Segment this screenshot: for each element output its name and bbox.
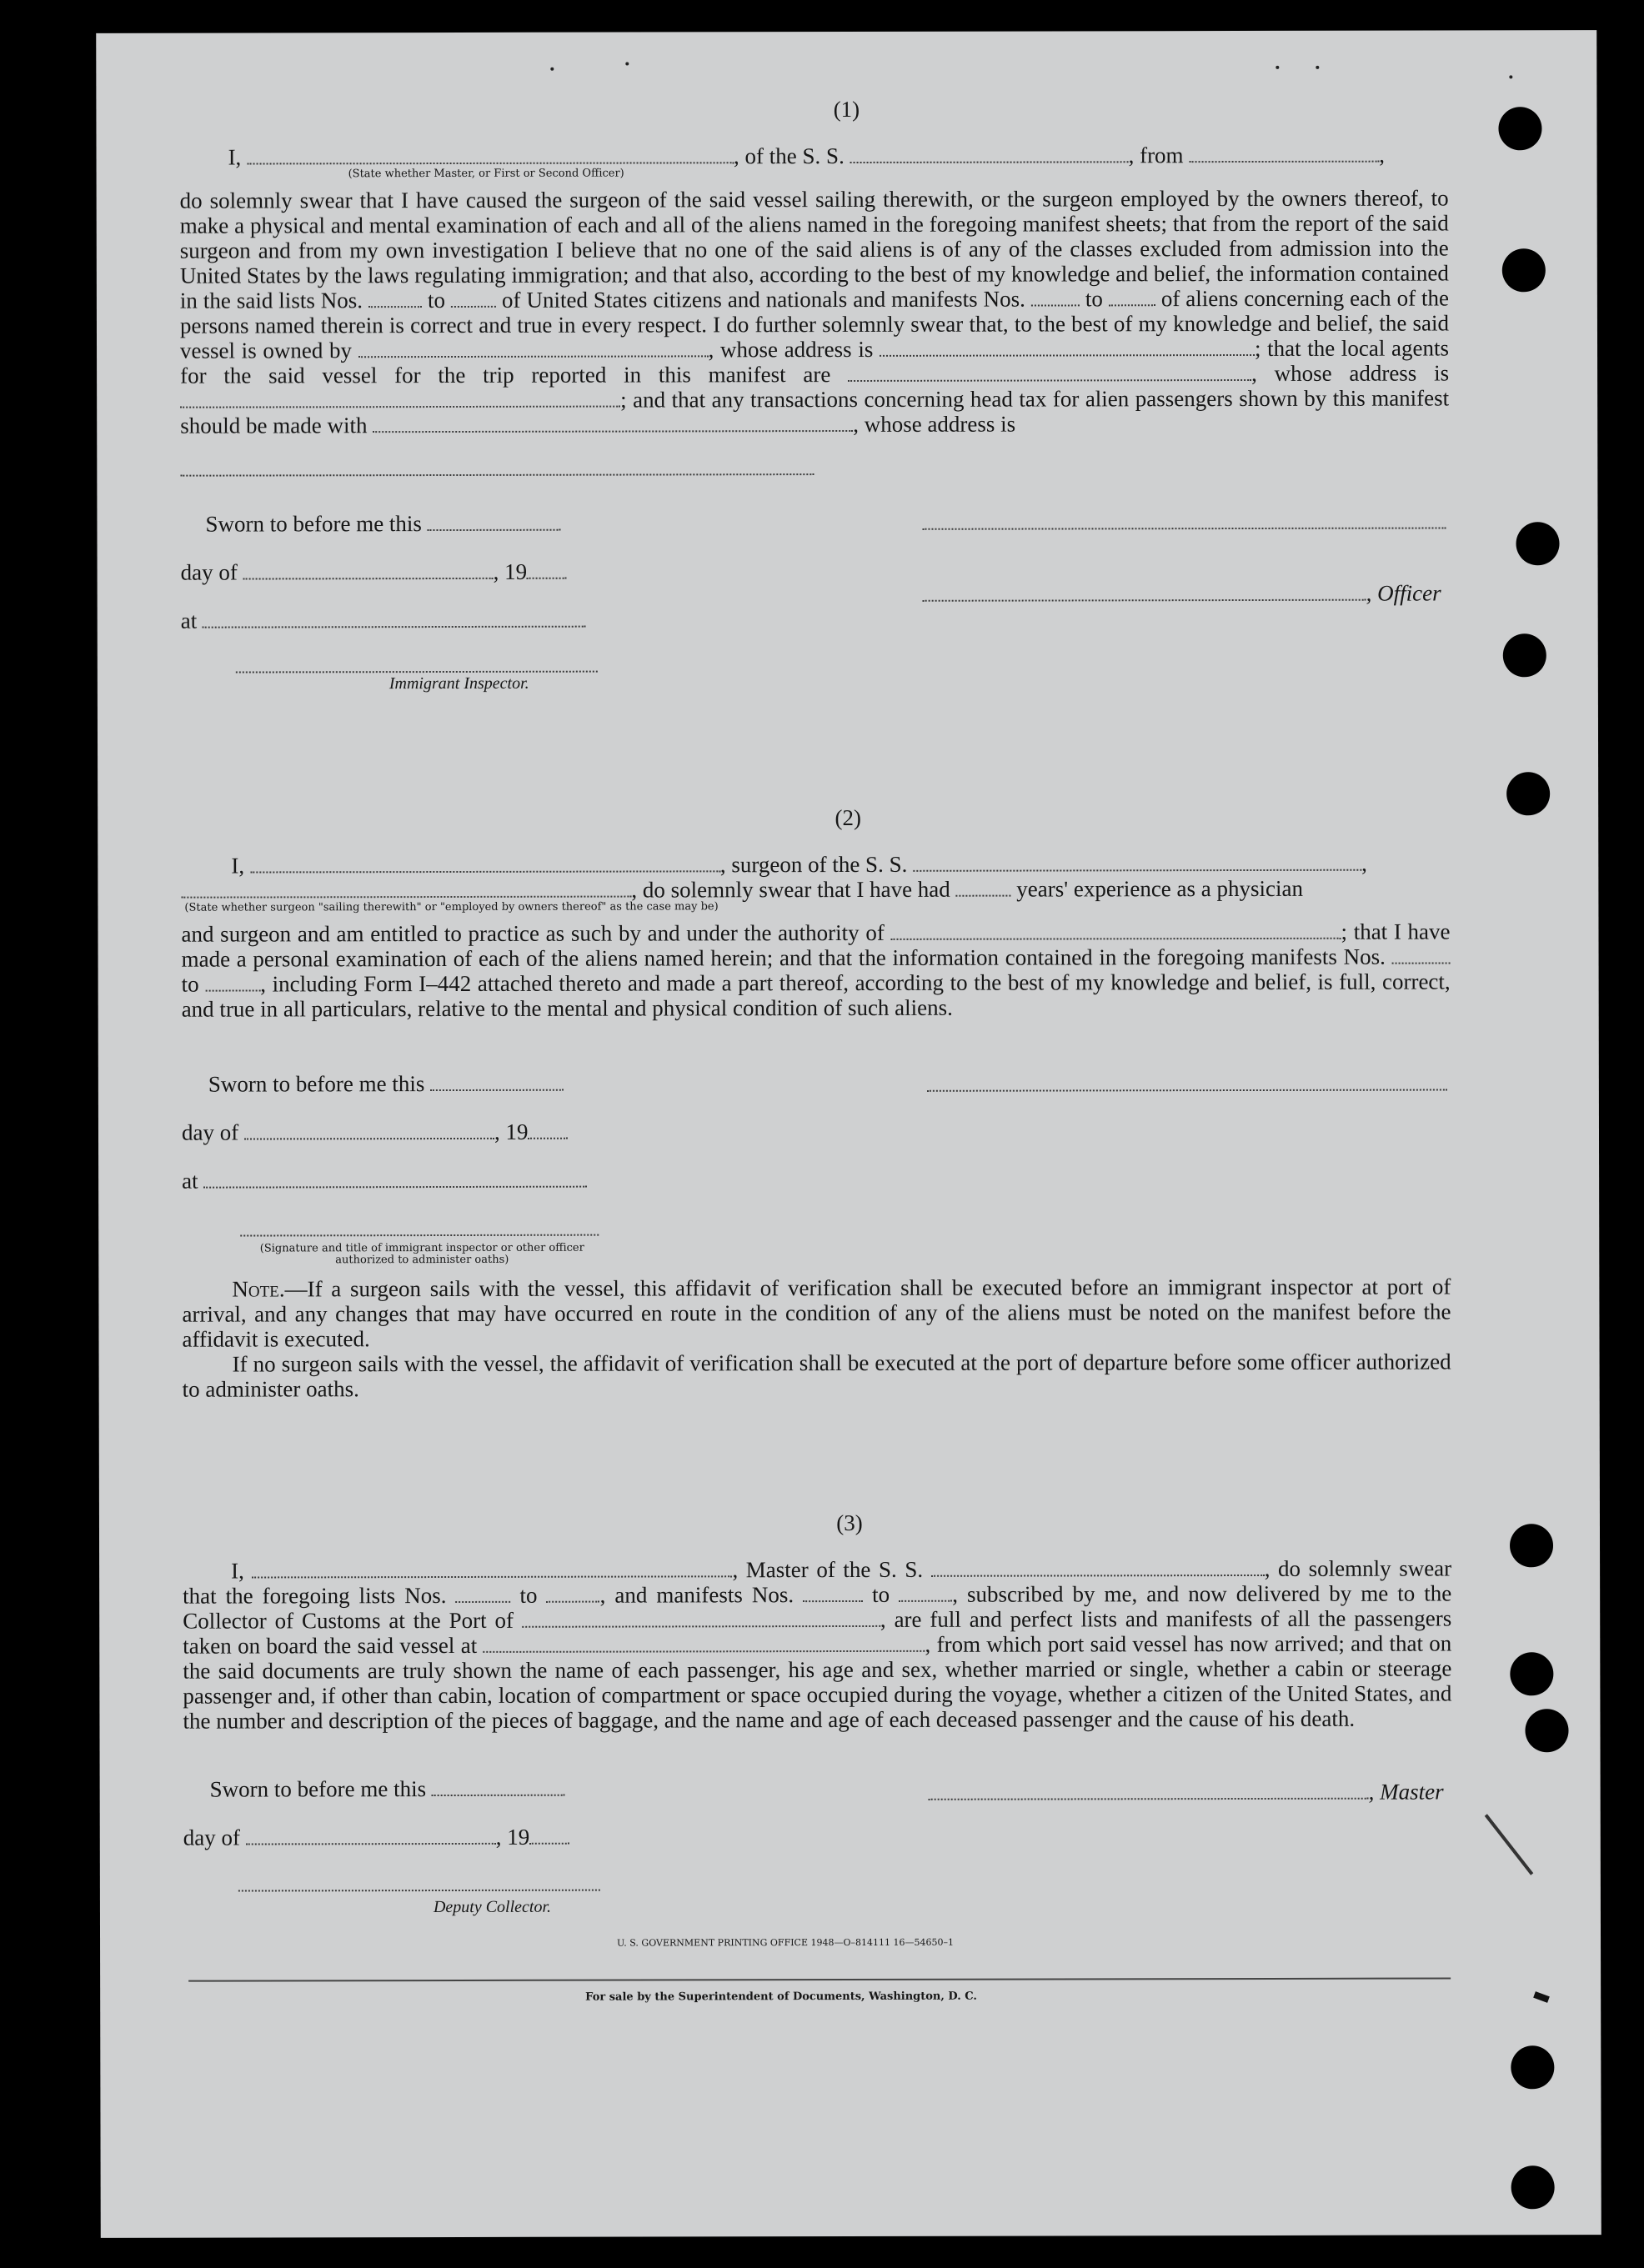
punch-hole bbox=[1511, 2165, 1555, 2209]
s1-from-label: , from bbox=[1128, 143, 1184, 168]
s1-headtax-address-blank[interactable] bbox=[180, 472, 814, 477]
s2-sworn-day-blank[interactable] bbox=[430, 1073, 564, 1091]
s3-subscribed-text: , subscribed by me, and now bbox=[952, 1581, 1227, 1607]
s3-year-blank[interactable] bbox=[529, 1826, 569, 1845]
s1-master-note: (State whether Master, or First or Second Officer) bbox=[348, 167, 624, 181]
footer-rule bbox=[188, 1977, 1451, 1981]
section-1-heading: (1) bbox=[833, 96, 860, 123]
s1-whose-address-label-2: whose address is bbox=[1274, 360, 1450, 386]
s1-officer-title-blank[interactable] bbox=[923, 583, 1366, 602]
s1-citizens-text: of United States citizens and nationals and manifests Nos. bbox=[501, 286, 1025, 313]
s2-sworn bbox=[208, 1071, 564, 1098]
s2-years-blank[interactable] bbox=[955, 879, 1010, 897]
s1-officer-line bbox=[923, 581, 1441, 608]
s3-manifests-all-text: manifests of all the passengers taken on board the said vessel at bbox=[183, 1605, 1452, 1659]
s2-year-blank[interactable] bbox=[528, 1121, 568, 1139]
s3-embark-port-blank[interactable] bbox=[483, 1634, 925, 1653]
section-3-heading: (3) bbox=[836, 1509, 863, 1536]
s3-manifests-to-blank[interactable] bbox=[899, 1584, 952, 1602]
s3-delivered-text: delivered by me to the Collector of Customs at the Port of bbox=[183, 1580, 1452, 1634]
s1-from-blank[interactable] bbox=[1189, 144, 1379, 163]
s2-surgeon-note: (State whether surgeon "sailing therewith" or "employed by owners thereof" as the case may be) bbox=[184, 900, 719, 914]
s1-i-label: I, bbox=[228, 144, 242, 170]
s2-note-1 bbox=[182, 1274, 1451, 1351]
s2-capacity-blank[interactable] bbox=[181, 879, 631, 899]
s1-whose-address-label-3: , whose address is bbox=[853, 411, 1016, 437]
speck bbox=[550, 68, 554, 71]
s1-to-label: to bbox=[427, 288, 446, 313]
s1-first-line: I, , of the S. S. , from , bbox=[228, 142, 1386, 170]
s2-solemnly-label: , do solemnly swear that I have had bbox=[631, 876, 950, 903]
s1-to-label-2: to bbox=[1085, 286, 1103, 312]
punch-hole bbox=[1511, 2045, 1554, 2089]
s3-vessel-name-blank[interactable] bbox=[931, 1558, 1265, 1577]
s3-day-of bbox=[183, 1825, 570, 1851]
s2-authority-blank[interactable] bbox=[890, 921, 1341, 940]
s2-examination-text: that I have made a personal examination of each of the aliens named herein; and that the information contained in the bbox=[181, 919, 1451, 972]
s1-body: do solemnly swear that I have caused the surgeon of the said vessel sailing therewith, or the surgeon employed by the owners thereof, to make a physical and mental examination of each and all of the aliens named in the foregoing manifest sheets; that from the report of the said surgeon and from my own investigation I believe that no one of the said aliens is of any of the classes excluded from admission into the United States by the laws regulating immigration; and that also, according to the best of my knowledge and belief, the information contained in the said lists Nos. to of United States citizens and nationals and manifests Nos. to of aliens concerning each of the persons named therein is correct and true in every respect. I do further solemnly swear that, to the best of my knowledge and belief, the said vessel is owned by , whose address is ; that the local agents for the said vessel for the trip reported in this manifest are , whose address is ; and that any transactions concerning head tax for alien passengers shown by this manifest should be made with , whose address is bbox=[179, 185, 1450, 438]
s2-month-blank[interactable] bbox=[244, 1121, 494, 1140]
s1-body-text: do solemnly swear that I have caused the surgeon of the said vessel sailing therewith, or the surgeon employed by the owners thereof, to make a physical and mental examination of each and all of the aliens named in the foregoing manifest sheets; that from the report of the said surgeon and from my own investigation I believe that no one of the said aliens is of any of the classes excluded from admission into the United States by the laws regulating immigration; and that also, according to the best of my knowledge and belief, the information contained in the said lists Nos. bbox=[179, 185, 1449, 313]
s2-including-text: , including Form I–442 attached thereto and made a part thereof, according to bbox=[260, 969, 968, 997]
s3-master-name-blank[interactable] bbox=[252, 1559, 732, 1578]
s2-at bbox=[182, 1168, 587, 1194]
s2-year-prefix: , 19 bbox=[494, 1119, 529, 1144]
s2-manifests-to-blank[interactable] bbox=[205, 973, 260, 991]
s1-headtax-text: ; and that any transactions concerning head tax for alien bbox=[620, 386, 1130, 413]
s1-owned-text: the said vessel is owned by bbox=[179, 310, 1450, 363]
s1-manifests-from-blank[interactable] bbox=[1031, 288, 1080, 306]
s2-surgeon-of-label: , surgeon of the S. S. bbox=[719, 851, 908, 878]
footer-sale-note: For sale by the Superintendent of Documents, Washington, D. C. bbox=[585, 1990, 977, 2004]
s3-to-label-2: to bbox=[872, 1581, 890, 1607]
s3-sworn-day-blank[interactable] bbox=[432, 1778, 565, 1796]
s3-full-perfect-text: , are full and perfect lists and bbox=[880, 1606, 1158, 1632]
s3-do-solemnly-label: , do solemnly bbox=[1264, 1555, 1391, 1581]
s3-port-blank[interactable] bbox=[522, 1609, 880, 1628]
s2-manifests-from-blank[interactable] bbox=[1392, 945, 1451, 964]
s1-inspector-signature-line[interactable] bbox=[236, 669, 598, 673]
s3-and-manifests-text: , and manifests Nos. bbox=[599, 1582, 794, 1608]
s1-day-of bbox=[181, 559, 568, 586]
s1-therein-text: therein is correct and true in every respect. I do further solemnly swear that, to the best of my knowledge and belief, bbox=[320, 310, 1374, 338]
s1-vessel-name-blank[interactable] bbox=[850, 144, 1129, 163]
s1-year-blank[interactable] bbox=[527, 561, 567, 579]
s1-manifests-to-blank[interactable] bbox=[1109, 288, 1155, 306]
s1-at-label: at bbox=[180, 608, 198, 633]
s3-sworn-label: Sworn to before me this bbox=[209, 1776, 427, 1802]
speck bbox=[1276, 66, 1279, 69]
s3-body bbox=[183, 1555, 1451, 1733]
s3-month-blank[interactable] bbox=[246, 1826, 496, 1845]
punch-hole bbox=[1503, 633, 1546, 677]
s1-officer-name-blank[interactable] bbox=[247, 145, 734, 164]
s1-whose-address-label: , whose address is bbox=[708, 336, 874, 363]
s2-i-label: I, bbox=[231, 853, 245, 879]
s1-lists-from-blank[interactable] bbox=[368, 289, 422, 308]
s2-surgeon-name-blank[interactable] bbox=[250, 854, 720, 873]
s3-lists-text: swear that the foregoing lists Nos. bbox=[183, 1555, 1452, 1609]
s1-day-of-label: day of bbox=[180, 559, 238, 585]
s2-years-label: years' experience as a physician bbox=[1016, 875, 1304, 902]
s3-lists-to-blank[interactable] bbox=[547, 1585, 600, 1603]
s2-note-2: If no surgeon sails with the vessel, the affidavit of verification shall be executed at the port of departure before some officer authorized to administer oaths. bbox=[182, 1349, 1451, 1402]
s3-sworn bbox=[210, 1776, 565, 1803]
s3-i-label: I, bbox=[231, 1558, 244, 1584]
s3-year-prefix: , 19 bbox=[495, 1824, 530, 1850]
punch-hole bbox=[1516, 522, 1559, 565]
s3-lists-from-blank[interactable] bbox=[455, 1585, 510, 1603]
s1-lists-to-blank[interactable] bbox=[451, 289, 496, 308]
s2-rest-text: the best of my knowledge and belief, is full, correct, and true in all particulars, relative to the mental and physical condition of such aliens. bbox=[181, 969, 1451, 1022]
s3-master-of-label: , Master of the S. S. bbox=[732, 1556, 924, 1583]
s2-foregoing-text: foregoing manifests Nos. bbox=[1156, 944, 1386, 970]
s2-inspector-signature-line[interactable] bbox=[240, 1233, 599, 1237]
s1-passengers-text: passengers shown by this manifest should be made with bbox=[180, 385, 1450, 438]
s2-body: and surgeon and am entitled to practice as such by and under the authority of ; that I have made a personal examination of each of the aliens named herein; and that the information contained in the foregoing manifests Nos. to , including Form I–442 attached thereto and made a part thereof, according to the best of my knowledge and belief, is full, correct, and true in all particulars, relative to the mental and physical condition of such aliens. bbox=[181, 919, 1451, 1022]
form-page bbox=[96, 30, 1601, 2238]
s1-year-prefix: , 19 bbox=[493, 558, 528, 584]
s1-of-ss-label: , of the S. S. bbox=[734, 143, 845, 169]
s2-sworn-label: Sworn to before me this bbox=[208, 1071, 425, 1097]
s1-owner-blank[interactable] bbox=[358, 338, 709, 358]
s1-at-blank[interactable] bbox=[203, 609, 586, 628]
section-2-heading: (2) bbox=[835, 804, 861, 831]
s1-sworn-label: Sworn to before me this bbox=[205, 511, 422, 537]
s1-agents-blank[interactable] bbox=[848, 363, 1251, 382]
punch-hole bbox=[1510, 1652, 1553, 1695]
s3-from-which-text: , from which bbox=[925, 1631, 1042, 1657]
speck bbox=[1509, 75, 1512, 78]
s2-surgeon-signature-line[interactable] bbox=[927, 1087, 1447, 1091]
s2-at-label: at bbox=[182, 1168, 198, 1194]
s1-agents-text: that the local agents for the said vessel for the trip reported in this manifest are bbox=[180, 335, 1450, 388]
s1-sworn bbox=[205, 511, 560, 538]
s3-collector-label: Deputy Collector. bbox=[433, 1897, 552, 1917]
s2-day-of bbox=[182, 1119, 569, 1146]
s2-to-label: to bbox=[181, 971, 199, 997]
speck bbox=[1316, 66, 1319, 69]
s3-day-of-label: day of bbox=[183, 1825, 241, 1850]
s1-concerning-text: of aliens concerning each of the persons named bbox=[179, 285, 1450, 338]
speck bbox=[625, 63, 629, 66]
s2-second-line bbox=[181, 875, 1450, 903]
s3-manifests-from-blank[interactable] bbox=[803, 1584, 863, 1602]
s1-inspector-label: Immigrant Inspector. bbox=[388, 673, 529, 693]
s1-sworn-day-blank[interactable] bbox=[428, 513, 561, 531]
s1-officer-signature-line[interactable] bbox=[922, 525, 1446, 529]
s2-first-line: I, , surgeon of the S. S. , bbox=[231, 850, 1367, 879]
s1-month-blank[interactable] bbox=[243, 561, 494, 580]
s2-vessel-name-blank[interactable] bbox=[913, 853, 1361, 872]
s3-master-label: , Master bbox=[1368, 1779, 1444, 1805]
s2-day-of-label: day of bbox=[181, 1119, 239, 1145]
s2-note-1-text: If a surgeon sails with the vessel, this affidavit of verification shall be executed before an immigrant inspector at port of arrival, and any changes that may have occurred en route in the condition of any of the aliens must be noted on the manifest before the affidavit is executed. bbox=[182, 1274, 1451, 1352]
s3-rest-text: port said vessel has now arrived; and that on the said documents are truly shown the name of each passenger, his age and sex, whether married or single, whether a cabin or steerage passenger and, if other than cabin, location of compartment or space occupied during the voyage, whether a citizen of the United States, and the number and description of the pieces of baggage, and the name and age of each deceased passenger and the cause of his death. bbox=[183, 1630, 1452, 1734]
s2-note-label: Note.— bbox=[232, 1276, 308, 1302]
s3-to-label: to bbox=[519, 1582, 538, 1608]
gpo-imprint: U. S. GOVERNMENT PRINTING OFFICE 1948—O–814111 16—54650–1 bbox=[617, 1936, 954, 1949]
s2-at-blank[interactable] bbox=[203, 1169, 587, 1189]
s2-signature-note: (Signature and title of immigrant inspector or other officer authorized to administer oaths) bbox=[259, 1241, 584, 1267]
s1-officer-label: , Officer bbox=[1366, 580, 1441, 606]
s1-at bbox=[181, 608, 586, 634]
s3-master-signature-blank[interactable] bbox=[929, 1781, 1369, 1800]
s2-authority-text: and surgeon and am entitled to practice as such by and under the authority of bbox=[181, 919, 885, 947]
s3-master-line bbox=[929, 1780, 1444, 1806]
s3-collector-signature-line[interactable] bbox=[238, 1888, 600, 1892]
s1-agents-address-blank[interactable] bbox=[180, 389, 620, 408]
s1-owner-address-blank[interactable] bbox=[880, 338, 1255, 357]
punch-hole bbox=[1502, 248, 1546, 292]
punch-hole bbox=[1525, 1709, 1568, 1752]
s1-headtax-agent-blank[interactable] bbox=[373, 413, 853, 433]
